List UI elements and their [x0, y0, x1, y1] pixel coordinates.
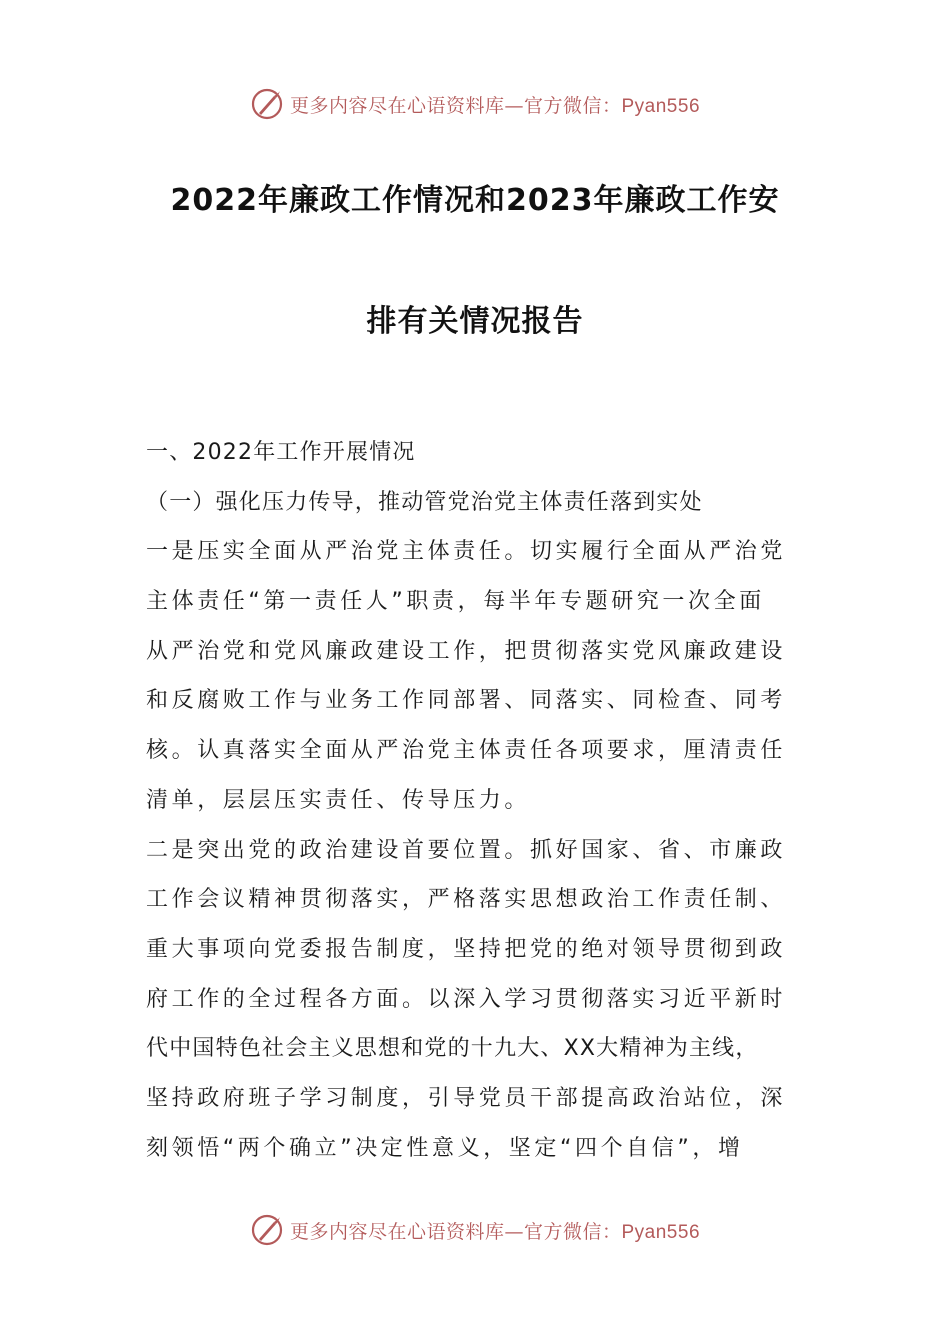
footer-watermark [0, 1210, 950, 1250]
document-title-line-2: 排有关情况报告 [366, 304, 584, 339]
paragraph-line: 代中国特色社会主义思想和党的十九大、XX大精神为主线， [146, 1036, 759, 1062]
paragraph-line: 坚持政府班子学习制度，引导党员干部提高政治站位，深 [146, 1085, 787, 1111]
paragraph-line: 府工作的全过程各方面。以深入学习贯彻落实习近平新时 [146, 986, 787, 1012]
paragraph-line: 和反腐败工作与业务工作同部署、同落实、同检查、同考 [146, 688, 787, 714]
paragraph-line: 重大事项向党委报告制度，坚持把党的绝对领导贯彻到政 [146, 936, 787, 962]
paragraph-line: 一是压实全面从严治党主体责任。切实履行全面从严治党 [146, 539, 787, 565]
paragraph-line: 刻领悟“两个确立”决定性意义，坚定“四个自信”，增 [146, 1135, 744, 1161]
paragraph-line: 核。认真落实全面从严治党主体责任各项要求，厘清责任 [146, 738, 787, 764]
header-watermark [0, 84, 950, 124]
section-heading: 一、2022年工作开展情况 [146, 440, 416, 465]
document-body [146, 428, 826, 1173]
quill-logo-icon [250, 1213, 284, 1247]
watermark-label: 更多内容尽在心语资料库—官方微信： [289, 94, 622, 117]
watermark-text [290, 91, 700, 118]
paragraph-line: 二是突出党的政治建设首要位置。抓好国家、省、市廉政 [146, 837, 787, 863]
paragraph-line: 工作会议精神贯彻落实，严格落实思想政治工作责任制、 [146, 887, 787, 913]
document-title-line-1: 2022年廉政工作情况和2023年廉政工作安 [170, 183, 780, 218]
paragraph-line: 主体责任“第一责任人”职责，每半年专题研究一次全面 [146, 589, 765, 615]
watermark-label: 更多内容尽在心语资料库—官方微信： [289, 1220, 622, 1243]
watermark-wechat-id: Pyan556 [621, 95, 701, 117]
quill-logo-icon [250, 87, 284, 121]
watermark-wechat-id: Pyan556 [621, 1221, 701, 1243]
paragraph-line: 清单，层层压实责任、传导压力。 [146, 787, 531, 813]
subsection-heading: （一）强化压力传导，推动管党治党主体责任落到实处 [146, 489, 703, 515]
watermark-text [290, 1217, 700, 1244]
paragraph-line: 从严治党和党风廉政建设工作，把贯彻落实党风廉政建设 [146, 638, 787, 664]
